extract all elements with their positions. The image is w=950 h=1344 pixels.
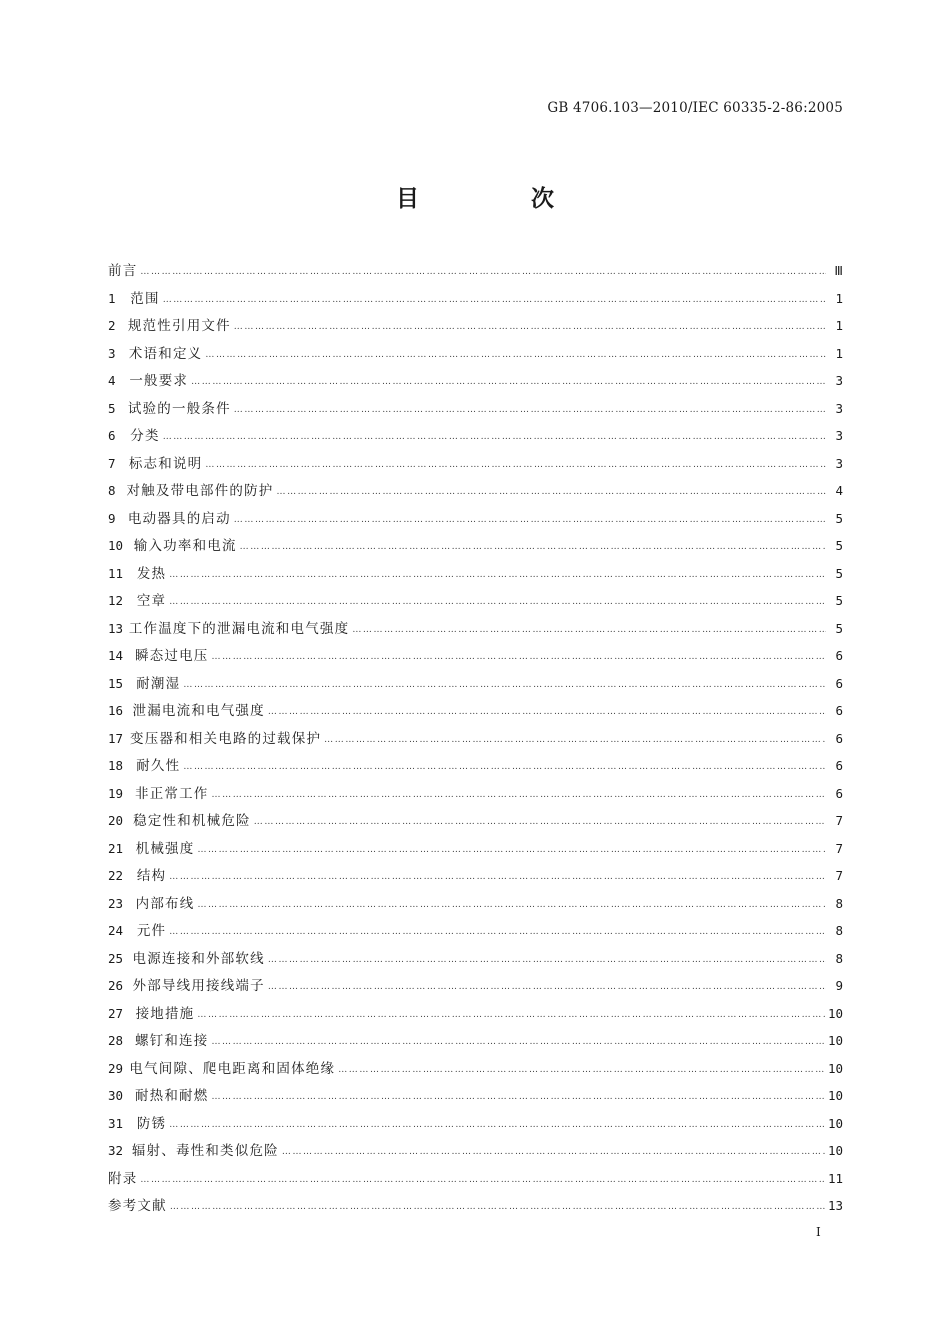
toc-entry-title: 附录 (108, 1170, 138, 1187)
toc-dot-leader (276, 479, 826, 507)
toc-dot-leader (163, 287, 826, 315)
toc-entry-title: 术语和定义 (128, 345, 203, 362)
toc-entry-number: 7 (108, 455, 116, 471)
toc-entry[interactable] (108, 972, 843, 1000)
toc-entry-page: 10 (827, 1115, 843, 1131)
toc-entry-number: 22 (108, 868, 124, 883)
toc-entry-number: 24 (108, 923, 124, 938)
toc-entry-page: 4 (835, 483, 843, 498)
toc-entry-page: 1 (835, 345, 843, 361)
toc-entry-title: 耐潮湿 (136, 675, 181, 692)
toc-entry-page: 7 (835, 813, 843, 828)
toc-entry-page: 6 (835, 730, 843, 746)
toc-entry-title: 分类 (130, 428, 160, 444)
toc-entry-number: 14 (108, 648, 124, 663)
toc-entry-title: 变压器和相关电路的过载保护 (130, 730, 322, 747)
toc-dot-leader (169, 864, 826, 892)
toc-entry-number: 8 (108, 483, 116, 498)
toc-entry-number: 2 (108, 318, 116, 333)
toc-entry-number: 20 (108, 813, 124, 828)
toc-entry-page: 5 (835, 538, 843, 553)
toc-dot-leader (169, 1112, 825, 1140)
toc-entry[interactable] (108, 615, 843, 643)
toc-dot-leader (140, 259, 826, 287)
toc-entry[interactable] (108, 697, 843, 725)
toc-entry-number: 31 (108, 1115, 124, 1131)
toc-entry-title: 参考文献 (108, 1198, 167, 1214)
toc-entry-title: 内部布线 (135, 895, 195, 912)
table-of-contents (108, 257, 843, 1220)
toc-entry-page: 6 (835, 648, 843, 663)
toc-entry-number: 3 (108, 345, 116, 361)
toc-entry-number: 4 (108, 373, 116, 388)
toc-entry[interactable] (108, 917, 843, 945)
toc-entry-number: 26 (108, 978, 124, 993)
toc-dot-leader (205, 342, 826, 370)
toc-entry[interactable] (108, 1027, 843, 1055)
toc-entry-title: 接地措施 (135, 1005, 195, 1022)
toc-entry[interactable] (108, 505, 843, 533)
toc-entry-number: 18 (108, 758, 124, 773)
toc-entry-page: 8 (835, 950, 843, 966)
toc-entry[interactable] (108, 1110, 843, 1138)
toc-entry-title: 电源连接和外部软线 (132, 950, 265, 967)
toc-entry-number: 5 (108, 400, 116, 416)
toc-entry-title: 泄漏电流和电气强度 (132, 703, 265, 719)
toc-entry-title: 耐久性 (136, 758, 181, 774)
toc-entry-page: 6 (835, 758, 843, 773)
toc-entry[interactable] (108, 367, 843, 395)
toc-entry-number: 17 (108, 730, 124, 746)
toc-dot-leader (268, 699, 826, 727)
toc-entry[interactable] (108, 642, 843, 670)
toc-dot-leader (212, 782, 827, 810)
toc-dot-leader (169, 562, 826, 590)
toc-entry-title: 工作温度下的泄漏电流和电气强度 (128, 620, 350, 637)
toc-entry-page: 10 (827, 1005, 843, 1021)
toc-entry-page: 6 (835, 675, 843, 691)
toc-dot-leader (352, 617, 826, 645)
toc-entry-number: 13 (108, 620, 124, 636)
toc-entry-page: 3 (835, 428, 843, 443)
toc-entry[interactable] (108, 1082, 843, 1110)
toc-entry-title: 元件 (136, 923, 167, 939)
toc-entry-number: 25 (108, 950, 124, 966)
toc-entry-number: 6 (108, 428, 116, 443)
toc-entry[interactable] (108, 450, 843, 478)
toc-entry-number: 23 (108, 895, 124, 911)
standard-number: GB 4706.103—2010/IEC 60335-2-86:2005 (547, 100, 843, 116)
toc-entry-page: 10 (827, 1060, 843, 1076)
toc-entry[interactable] (108, 725, 843, 753)
page-number: I (816, 1225, 821, 1239)
toc-entry-title: 外部导线用接线端子 (132, 978, 265, 994)
toc-entry[interactable] (108, 862, 843, 890)
toc-dot-leader (240, 534, 826, 562)
toc-entry-title: 标志和说明 (128, 455, 203, 472)
toc-entry[interactable] (108, 1165, 843, 1193)
toc-dot-leader (268, 974, 826, 1002)
toc-entry-number: 21 (108, 840, 124, 856)
toc-entry-page: 11 (827, 1170, 843, 1186)
toc-dot-leader (211, 1084, 824, 1112)
toc-dot-leader (338, 1057, 825, 1085)
toc-entry-page: 10 (827, 1143, 843, 1158)
toc-entry[interactable] (108, 945, 843, 973)
toc-entry-page: 8 (835, 923, 843, 938)
toc-entry-number: 1 (108, 290, 116, 306)
toc-dot-leader (169, 589, 826, 617)
toc-entry[interactable] (108, 422, 843, 450)
toc-entry[interactable] (108, 340, 843, 368)
toc-entry-number: 15 (108, 675, 124, 691)
toc-dot-leader (234, 507, 826, 535)
toc-entry-page: 7 (835, 868, 843, 883)
toc-entry-page: 3 (835, 400, 843, 416)
toc-entry-title: 一般要求 (129, 373, 189, 389)
toc-entry-title: 试验的一般条件 (127, 400, 231, 417)
toc-entry[interactable] (108, 312, 843, 340)
toc-dot-leader (197, 892, 826, 920)
toc-dot-leader (268, 947, 826, 975)
toc-dot-leader (212, 644, 827, 672)
toc-entry-page: Ⅲ (834, 263, 843, 278)
toc-entry-page: 9 (835, 978, 843, 993)
toc-entry[interactable] (108, 835, 843, 863)
toc-entry[interactable] (108, 1000, 843, 1028)
toc-entry-page: 8 (835, 895, 843, 911)
toc-entry[interactable] (108, 1137, 843, 1165)
toc-entry-title: 稳定性和机械危险 (133, 813, 251, 829)
toc-entry-title: 辐射、毒性和类似危险 (131, 1143, 279, 1159)
toc-entry[interactable] (108, 890, 843, 918)
toc-entry-page: 5 (835, 510, 843, 526)
toc-dot-leader (211, 1029, 824, 1057)
toc-entry-number: 29 (108, 1060, 124, 1076)
toc-entry[interactable] (108, 780, 843, 808)
toc-dot-leader (169, 919, 826, 947)
toc-entry-page: 6 (835, 703, 843, 718)
toc-entry-number: 30 (108, 1088, 124, 1103)
toc-entry-title: 电气间隙、爬电距离和固体绝缘 (129, 1060, 336, 1077)
toc-entry[interactable] (108, 1192, 843, 1220)
toc-entry[interactable] (108, 477, 843, 505)
toc-entry-title: 发热 (136, 565, 167, 582)
toc-entry-title: 规范性引用文件 (127, 318, 231, 334)
toc-entry[interactable] (108, 257, 843, 285)
toc-entry-page: 10 (827, 1033, 843, 1048)
toc-entry-title: 防锈 (136, 1115, 167, 1132)
page-title: 目 次 (395, 186, 606, 212)
toc-entry-page: 5 (835, 565, 843, 581)
toc-entry-number: 11 (108, 565, 124, 581)
toc-entry-title: 对触及带电部件的防护 (126, 483, 274, 499)
toc-entry-page: 3 (835, 373, 843, 388)
toc-entry-title: 前言 (108, 263, 138, 279)
toc-entry-number: 27 (108, 1005, 124, 1021)
toc-entry-number: 9 (108, 510, 116, 526)
toc-entry[interactable] (108, 807, 843, 835)
toc-dot-leader (234, 397, 826, 425)
toc-entry[interactable] (108, 560, 843, 588)
toc-entry[interactable] (108, 587, 843, 615)
toc-entry-page: 1 (835, 318, 843, 333)
toc-entry-number: 28 (108, 1033, 124, 1048)
toc-dot-leader (140, 1167, 825, 1195)
toc-entry-page: 10 (827, 1088, 843, 1103)
toc-entry-title: 耐热和耐燃 (134, 1088, 209, 1104)
toc-entry-number: 10 (108, 538, 124, 553)
toc-dot-leader (234, 314, 826, 342)
toc-entry-page: 7 (835, 840, 843, 856)
toc-entry[interactable] (108, 670, 843, 698)
toc-entry-title: 机械强度 (135, 840, 195, 857)
toc-dot-leader (254, 809, 826, 837)
toc-entry[interactable] (108, 395, 843, 423)
toc-entry-title: 螺钉和连接 (134, 1033, 209, 1049)
toc-entry-title: 输入功率和电流 (133, 538, 237, 554)
toc-entry[interactable] (108, 285, 843, 313)
toc-dot-leader (183, 754, 826, 782)
toc-entry-page: 5 (835, 620, 843, 636)
toc-entry-number: 12 (108, 593, 124, 608)
toc-entry-page: 5 (835, 593, 843, 608)
toc-entry-title: 瞬态过电压 (135, 648, 209, 664)
toc-dot-leader (183, 672, 826, 700)
toc-entry-page: 1 (835, 290, 843, 306)
toc-entry[interactable] (108, 532, 843, 560)
toc-entry-page: 6 (835, 785, 843, 801)
toc-entry-title: 非正常工作 (135, 785, 209, 802)
toc-entry-page: 13 (827, 1198, 843, 1213)
toc-entry-title: 范围 (130, 290, 160, 307)
toc-entry[interactable] (108, 752, 843, 780)
toc-dot-leader (205, 452, 826, 480)
toc-entry-title: 电动器具的启动 (127, 510, 231, 527)
toc-entry[interactable] (108, 1055, 843, 1083)
toc-dot-leader (282, 1139, 825, 1167)
toc-entry-page: 3 (835, 455, 843, 471)
toc-dot-leader (191, 369, 826, 397)
toc-entry-title: 空章 (136, 593, 167, 609)
toc-entry-title: 结构 (136, 868, 167, 884)
toc-dot-leader (163, 424, 826, 452)
toc-dot-leader (324, 727, 826, 755)
toc-dot-leader (197, 837, 826, 865)
toc-entry-number: 19 (108, 785, 124, 801)
toc-dot-leader (197, 1002, 825, 1030)
toc-entry-number: 16 (108, 703, 124, 718)
toc-dot-leader (170, 1194, 825, 1222)
toc-entry-number: 32 (108, 1143, 124, 1158)
